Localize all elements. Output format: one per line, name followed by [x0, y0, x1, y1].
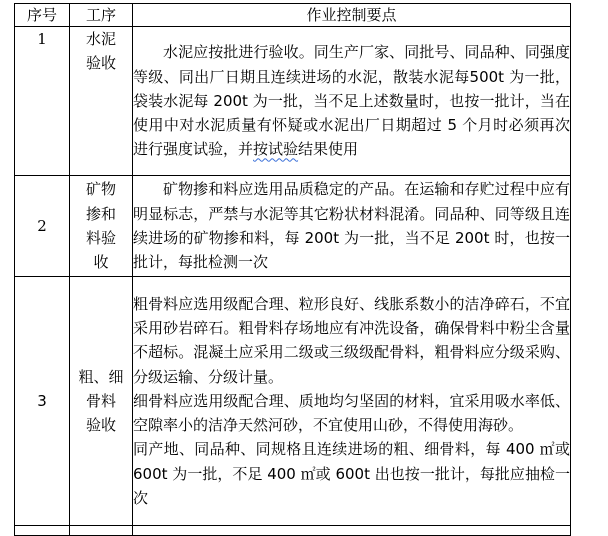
header-serial-number: 序号: [15, 4, 70, 27]
row-control-text: [133, 277, 571, 526]
table-row: [15, 277, 571, 526]
table-row: [15, 27, 571, 176]
process-label: 矿物 掺和 料验 收: [85, 180, 116, 272]
work-control-table: [14, 3, 571, 536]
process-label: 水泥 验收: [85, 30, 116, 73]
empty-cell: [70, 526, 133, 536]
paragraph-text: 水泥应按批进行验收。同生产厂家、同批号、同品种、同强度等级、同出厂日期且连续进场的水泥，散装水泥每500t 为一批，袋装水泥每 200t 为一批，当不足上述数量时，也按一批计，当在使用中对水泥质量有怀疑或水泥出厂日期超过 5 个月时必须再次进行强度试验，并: [133, 43, 570, 159]
spellcheck-underline: 按试验: [253, 140, 299, 159]
control-paragraph: 细骨料应选用级配合理、质地均匀坚固的材料，宜采用吸水率低、空隙率小的洁净天然河砂，不宜使用山砂，不得使用海砂。: [133, 391, 570, 435]
row-process: [70, 277, 133, 526]
header-process: 工序: [70, 4, 133, 27]
row-process: [70, 176, 133, 277]
control-paragraph: 矿物掺和料应选用品质稳定的产品。在运输和存贮过程中应有明显标志，严禁与水泥等其它粉状材料混淆。同品种、同等级且连续进场的矿物掺和料，每 200t 为一批，当不足 200t 时，也按一批计，每批检测一次: [133, 180, 570, 272]
row-number: 1: [15, 27, 70, 176]
control-paragraph: 粗骨料应选用级配合理、粒形良好、线胀系数小的洁净碎石，不宜采用砂岩碎石。粗骨料存场地应有冲洗设备，确保骨料中粉尘含量不超标。混凝土应采用二级或三级级配骨料，粗骨料应分级采购、分级运输、分级计量。: [133, 294, 570, 386]
empty-cell: [15, 526, 70, 536]
row-number: 2: [15, 176, 70, 277]
empty-cell: [133, 526, 571, 536]
process-label: 粗、细 骨料 验收: [78, 367, 124, 435]
row-control-text: [133, 176, 571, 277]
control-paragraph: [133, 40, 570, 161]
table-row: [15, 176, 571, 277]
paragraph-text: 结果使用: [298, 140, 359, 159]
header-control-points: 作业控制要点: [133, 4, 571, 27]
table-header-row: [15, 4, 571, 27]
row-control-text: [133, 27, 571, 176]
row-number: 3: [15, 277, 70, 526]
row-process: [70, 27, 133, 176]
control-paragraph: 同产地、同品种、同规格且连续进场的粗、细骨料，每 400 ㎡或 600t 为一批，不足 400 ㎡或 600t 出也按一批计，每批应抽检一次: [133, 440, 570, 508]
table-row-continuation: [15, 526, 571, 536]
